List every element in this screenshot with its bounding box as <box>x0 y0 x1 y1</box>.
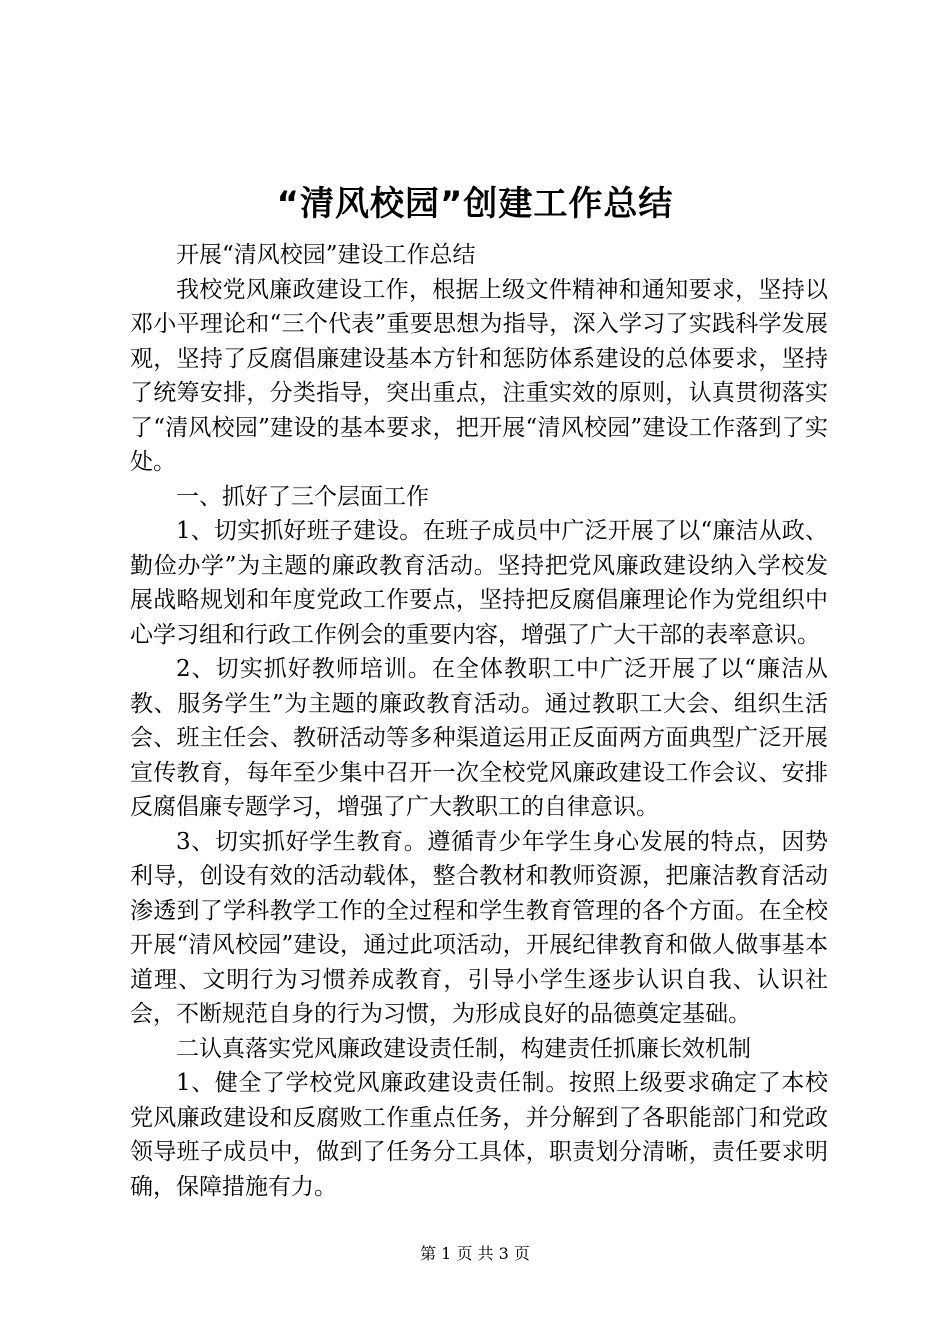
body-paragraph: 1、健全了学校党风廉政建设责任制。按照上级要求确定了本校党风廉政建设和反腐败工作重点任务，并分解到了各职能部门和党政领导班子成员中，做到了任务分工具体，职责划分清晰，责任要求明确，保障措施有力。 <box>130 1070 828 1200</box>
body-paragraph: 我校党风廉政建设工作，根据上级文件精神和通知要求，坚持以邓小平理论和“三个代表”重要思想为指导，深入学习了实践科学发展观，坚持了反腐倡廉建设基本方针和惩防体系建设的总体要求，坚持了统筹安排，分类指导，突出重点，注重实效的原则，认真贯彻落实了“清风校园”建设的基本要求，把开展“清风校园”建设工作落到了实处。 <box>130 276 828 475</box>
section-heading: 一、抓好了三个层面工作 <box>176 483 429 510</box>
body-paragraph: 2、切实抓好教师培训。在全体教职工中广泛开展了以“廉洁从教、服务学生”为主题的廉政教育活动。通过教职工大会、组织生活会、班主任会、教研活动等多种渠道运用正反面两方面典型广泛开展宣传教育，每年至少集中召开一次全校党风廉政建设工作会议、安排反腐倡廉专题学习，增强了广大教职工的自律意识。 <box>130 656 828 820</box>
document-body <box>130 238 828 1204</box>
document-title: “清风校园”创建工作总结 <box>276 184 674 224</box>
page-number-footer: 第 1 页 共 3 页 <box>420 1244 530 1263</box>
body-paragraph: 3、切实抓好学生教育。遵循青少年学生身心发展的特点，因势利导，创设有效的活动载体，整合教材和教师资源，把廉洁教育活动渗透到了学科教学工作的全过程和学生教育管理的各个方面。在全校开展“清风校园”建设，通过此项活动，开展纪律教育和做人做事基本道理、文明行为习惯养成教育，引导小学生逐步认识自我、认识社会，不断规范自身的行为习惯，为形成良好的品德奠定基础。 <box>130 828 828 1027</box>
body-paragraph: 1、切实抓好班子建设。在班子成员中广泛开展了以“廉洁从政、勤俭办学”为主题的廉政教育活动。坚持把党风廉政建设纳入学校发展战略规划和年度党政工作要点，坚持把反腐倡廉理论作为党组织中心学习组和行政工作例会的重要内容，增强了广大干部的表率意识。 <box>130 518 828 648</box>
body-paragraph: 开展“清风校园”建设工作总结 <box>176 242 476 268</box>
section-heading: 二认真落实党风廉政建设责任制，构建责任抓廉长效机制 <box>176 1035 751 1062</box>
